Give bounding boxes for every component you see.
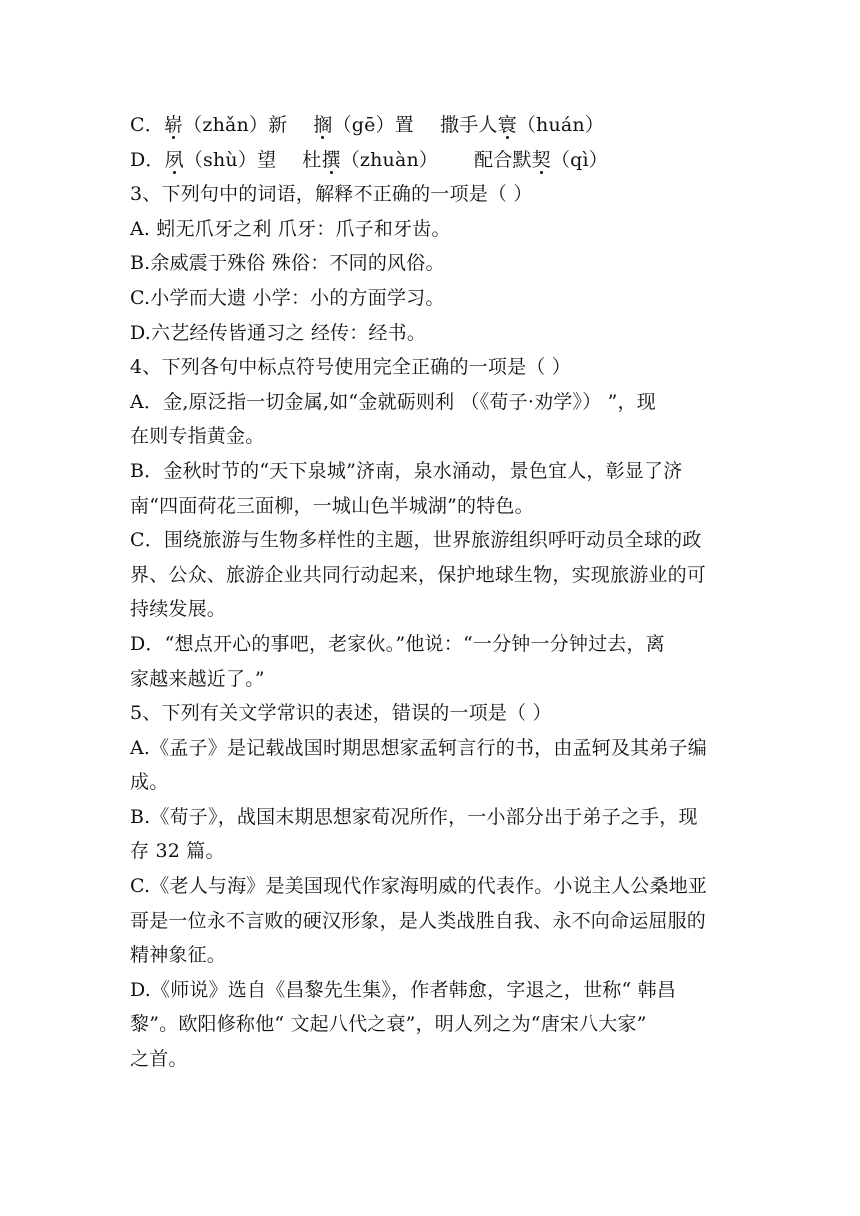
emphasis-dot-char: 搁	[313, 114, 333, 136]
q5-option-d-line2: 黎”。欧阳修称他“ 文起八代之衰”，明人列之为“唐宋八大家”	[130, 1013, 647, 1036]
q4-option-d-line1: D．“想点开心的事吧，老家伙。”他说：“一分钟一分钟过去，离	[130, 632, 665, 655]
q5-stem: 5、下列有关文学常识的表述，错误的一项是（ ）	[130, 702, 552, 725]
q5-option-b-line1: B.《荀子》，战国末期思想家荀况所作，一小部分出于弟子之手，现	[130, 805, 698, 828]
document-page	[130, 108, 735, 1077]
q5-option-a-line1: A.《孟子》是记载战国时期思想家孟轲言行的书，由孟轲及其弟子编	[130, 736, 707, 759]
q4-option-c-line1: C．围绕旅游与生物多样性的主题，世界旅游组织呼吁动员全球的政	[130, 529, 702, 552]
q3-stem: 3、下列句中的词语，解释不正确的一项是（ ）	[130, 183, 533, 206]
emphasis-dot-char: 夙	[164, 148, 184, 171]
q5-option-c-line3: 精神象征。	[130, 944, 227, 967]
q3-option-c: C.小学而大遗 小学：小的方面学习。	[130, 286, 445, 309]
q5-option-d-line1: D.《师说》选自《昌黎先生集》，作者韩愈，字退之，世称“ 韩昌	[130, 978, 677, 1001]
q4-option-c-line2: 界、公众、旅游企业共同行动起来，保护地球生物，实现旅游业的可	[130, 563, 707, 586]
q5-option-a-line2: 成。	[130, 771, 169, 794]
emphasis-dot-char: 崭	[163, 114, 184, 136]
q2-option-d: D．夙（shù）望 杜撰（zhuàn） 配合默契（qì）	[130, 148, 608, 171]
emphasis-dot-char: 契	[531, 148, 551, 171]
emphasis-dot-char: 寰	[497, 114, 517, 136]
q2-option-c: C．崭（zhǎn）新 搁（gē）置 撒手人寰（huán）	[130, 114, 605, 136]
q3-option-d: D.六艺经传皆通习之 经传：经书。	[130, 321, 427, 344]
q3-option-a: A. 蚓无爪牙之利 爪牙：爪子和牙齿。	[130, 217, 451, 240]
q4-option-b-line2: 南“四面荷花三面柳，一城山色半城湖”的特色。	[130, 494, 534, 517]
q4-stem: 4、下列各句中标点符号使用完全正确的一项是（ ）	[130, 356, 571, 379]
q4-option-b-line1: B．金秋时节的“天下泉城”济南，泉水涌动，景色宜人，彰显了济	[130, 459, 683, 482]
q4-option-a-line2: 在则专指黄金。	[130, 425, 265, 448]
q4-option-c-line3: 持续发展。	[130, 598, 227, 621]
q5-option-b-line2: 存 32 篇。	[130, 840, 225, 863]
q5-option-c-line2: 哥是一位永不言败的硬汉形象，是人类战胜自我、永不向命运屈服的	[130, 909, 707, 932]
q4-option-d-line2: 家越来越近了。”	[130, 667, 265, 690]
emphasis-dot-char: 撰	[321, 148, 341, 171]
q4-option-a-line1: A．金,原泛指一切金属,如“金就砺则利 （《荀子·劝学》） ”，现	[130, 390, 656, 413]
q5-option-c-line1: C.《老人与海》是美国现代作家海明威的代表作。小说主人公桑地亚	[130, 875, 708, 898]
q5-option-d-line3: 之首。	[130, 1048, 188, 1071]
q3-option-b: B.余威震于殊俗 殊俗：不同的风俗。	[130, 252, 445, 275]
